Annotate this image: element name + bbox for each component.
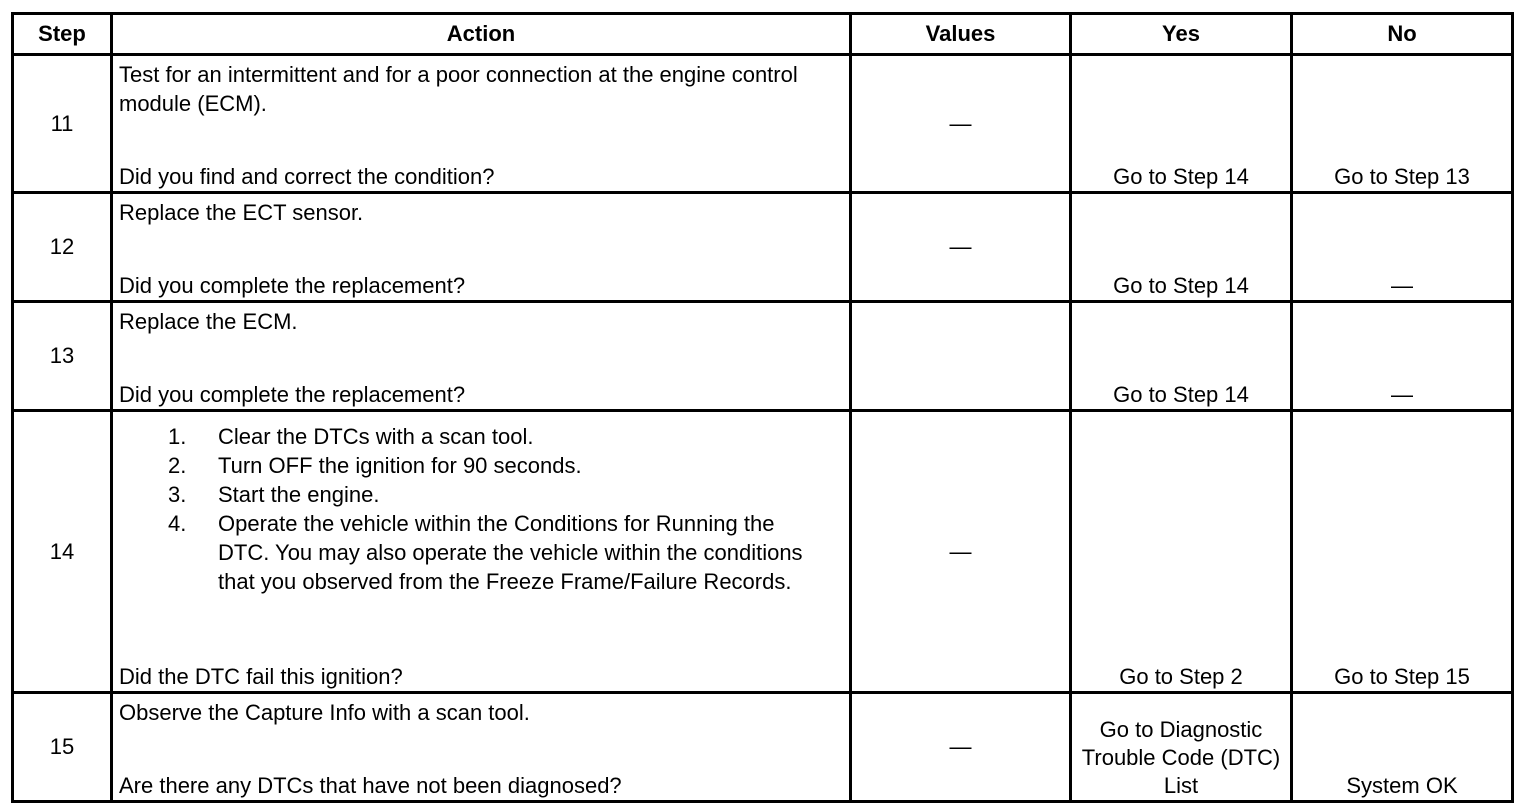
step-number: 13 bbox=[13, 302, 112, 411]
action-question: Did you complete the replacement? bbox=[119, 273, 466, 298]
header-step: Step bbox=[13, 14, 112, 55]
list-item bbox=[168, 509, 818, 596]
action-text: Replace the ECT sensor. bbox=[119, 200, 364, 225]
yes-cell bbox=[1071, 693, 1292, 802]
diagnostic-table bbox=[11, 12, 1514, 803]
table-row bbox=[13, 302, 1513, 411]
list-item-number: 2. bbox=[168, 453, 187, 478]
list-item-number: 3. bbox=[168, 482, 187, 507]
list-item-text: Clear the DTCs with a scan tool. bbox=[218, 424, 534, 449]
header-row bbox=[13, 14, 1513, 55]
yes-cell: Go to Step 14 bbox=[1071, 193, 1292, 302]
values-cell: — bbox=[851, 693, 1071, 802]
list-item bbox=[168, 480, 843, 509]
step-number: 14 bbox=[13, 411, 112, 693]
list-item bbox=[168, 422, 843, 451]
action-question: Did you find and correct the condition? bbox=[119, 164, 495, 189]
table-row bbox=[13, 693, 1513, 802]
values-cell: — bbox=[851, 55, 1071, 193]
list-item-text: Turn OFF the ignition for 90 seconds. bbox=[218, 453, 582, 478]
action-text: Test for an intermittent and for a poor connection at the engine control module (ECM). bbox=[119, 62, 798, 116]
action-cell bbox=[112, 693, 851, 802]
no-cell: — bbox=[1292, 302, 1513, 411]
table-row bbox=[13, 55, 1513, 193]
header-values: Values bbox=[851, 14, 1071, 55]
list-item-number: 4. bbox=[168, 511, 187, 536]
yes-cell: Go to Step 14 bbox=[1071, 302, 1292, 411]
yes-cell: Go to Step 2 bbox=[1071, 411, 1292, 693]
step-number: 12 bbox=[13, 193, 112, 302]
list-item-text: Start the engine. bbox=[218, 482, 380, 507]
values-cell bbox=[851, 302, 1071, 411]
values-cell: — bbox=[851, 193, 1071, 302]
yes-cell: Go to Step 14 bbox=[1071, 55, 1292, 193]
list-item bbox=[168, 451, 843, 480]
no-cell: System OK bbox=[1292, 693, 1513, 802]
header-yes: Yes bbox=[1071, 14, 1292, 55]
table-row bbox=[13, 411, 1513, 693]
table-row bbox=[13, 193, 1513, 302]
no-cell: Go to Step 15 bbox=[1292, 411, 1513, 693]
values-cell: — bbox=[851, 411, 1071, 693]
yes-link-text: Go to Diagnostic Trouble Code (DTC) List bbox=[1081, 717, 1281, 798]
action-question: Did you complete the replacement? bbox=[119, 382, 466, 407]
header-no: No bbox=[1292, 14, 1513, 55]
action-cell bbox=[112, 411, 851, 693]
no-cell: Go to Step 13 bbox=[1292, 55, 1513, 193]
step-number: 15 bbox=[13, 693, 112, 802]
action-text: Observe the Capture Info with a scan tool. bbox=[119, 700, 530, 725]
no-cell: — bbox=[1292, 193, 1513, 302]
action-text: Replace the ECM. bbox=[119, 309, 298, 334]
action-cell bbox=[112, 302, 851, 411]
action-cell bbox=[112, 55, 851, 193]
action-cell bbox=[112, 193, 851, 302]
action-question: Are there any DTCs that have not been diagnosed? bbox=[119, 773, 622, 798]
header-action: Action bbox=[112, 14, 851, 55]
action-step-list bbox=[119, 416, 843, 596]
action-question: Did the DTC fail this ignition? bbox=[119, 664, 403, 689]
list-item-text: Operate the vehicle within the Conditions for Running the DTC. You may also operate the vehicle within the conditions that you observed from the Freeze Frame/Failure Records. bbox=[218, 511, 803, 594]
list-item-number: 1. bbox=[168, 424, 187, 449]
step-number: 11 bbox=[13, 55, 112, 193]
